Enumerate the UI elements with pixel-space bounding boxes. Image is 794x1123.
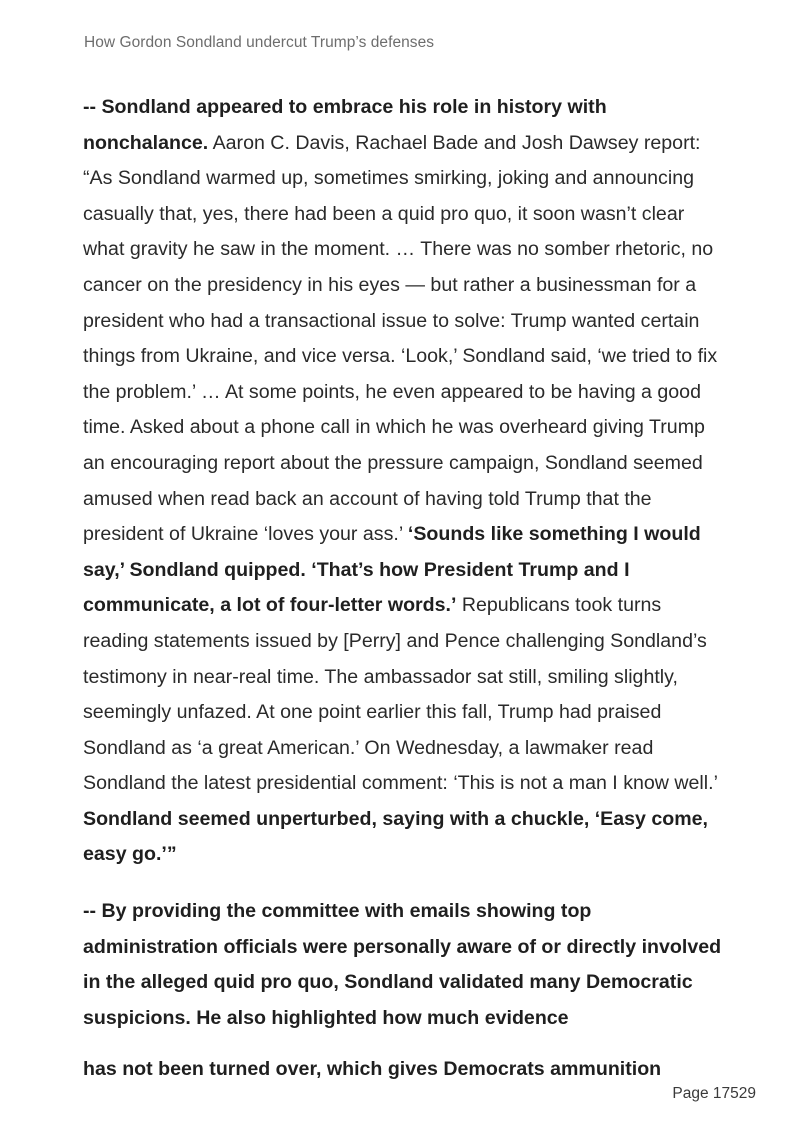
page-number: Page 17529	[666, 1085, 756, 1103]
paragraph-sondland-nonchalance	[83, 90, 728, 873]
paragraph-text-continued: Republicans took turns reading statements issued by [Perry] and Pence challenging Sondland’s testimony in near-real time. The ambassador sat still, smiling slightly, seemingly unfazed. At one point earlier this fall, Trump had praised Sondland as ‘a great American.’ On Wednesday, a lawmaker read Sondland the latest presidential comment: ‘This is not a man I know well.’	[83, 594, 718, 795]
quote-bold-four-letter-words: ‘Sounds like something I would say,’ Sondland quipped. ‘That’s how President Trump and I communicate, a lot of four-letter words.’	[83, 523, 701, 617]
paragraph-emails-evidence	[83, 894, 728, 1036]
page-header-title: How Gordon Sondland undercut Trump’s defenses	[84, 34, 435, 51]
paragraph-bold-text: -- By providing the committee with emails showing top administration officials were personally aware of or directly involved in the alleged quid pro quo, Sondland validated many Democratic suspicions. He also highlighted how much evidence	[83, 900, 722, 1029]
cutoff-text: has not been turned over, which gives Democrats ammunition	[83, 1058, 662, 1080]
paragraph-text: Aaron C. Davis, Rachael Bade and Josh Dawsey report: “As Sondland warmed up, sometimes smirking, joking and announcing casually that, yes, there had been a quid pro quo, it soon wasn’t clear what gravity he saw in the moment. … There was no somber rhetoric, no cancer on the presidency in his eyes — but rather a businessman for a president who had a transactional issue to solve: Trump wanted certain things from Ukraine, and vice versa. ‘Look,’ Sondland said, ‘we tried to fix the problem.’ … At some points, he even appeared to be having a good time. Asked about a phone call in which he was overheard giving Trump an encouraging report about the pressure campaign, Sondland seemed amused when read back an account of having told Trump that the president of Ukraine ‘loves your ass.’	[83, 131, 718, 546]
cutoff-text-line	[83, 1058, 728, 1090]
quote-bold-easy-come: Sondland seemed unperturbed, saying with a chuckle, ‘Easy come, easy go.’”	[83, 807, 709, 866]
article-body	[83, 90, 728, 1036]
paragraph-lead-bold: -- Sondland appeared to embrace his role in history with nonchalance.	[83, 96, 607, 154]
